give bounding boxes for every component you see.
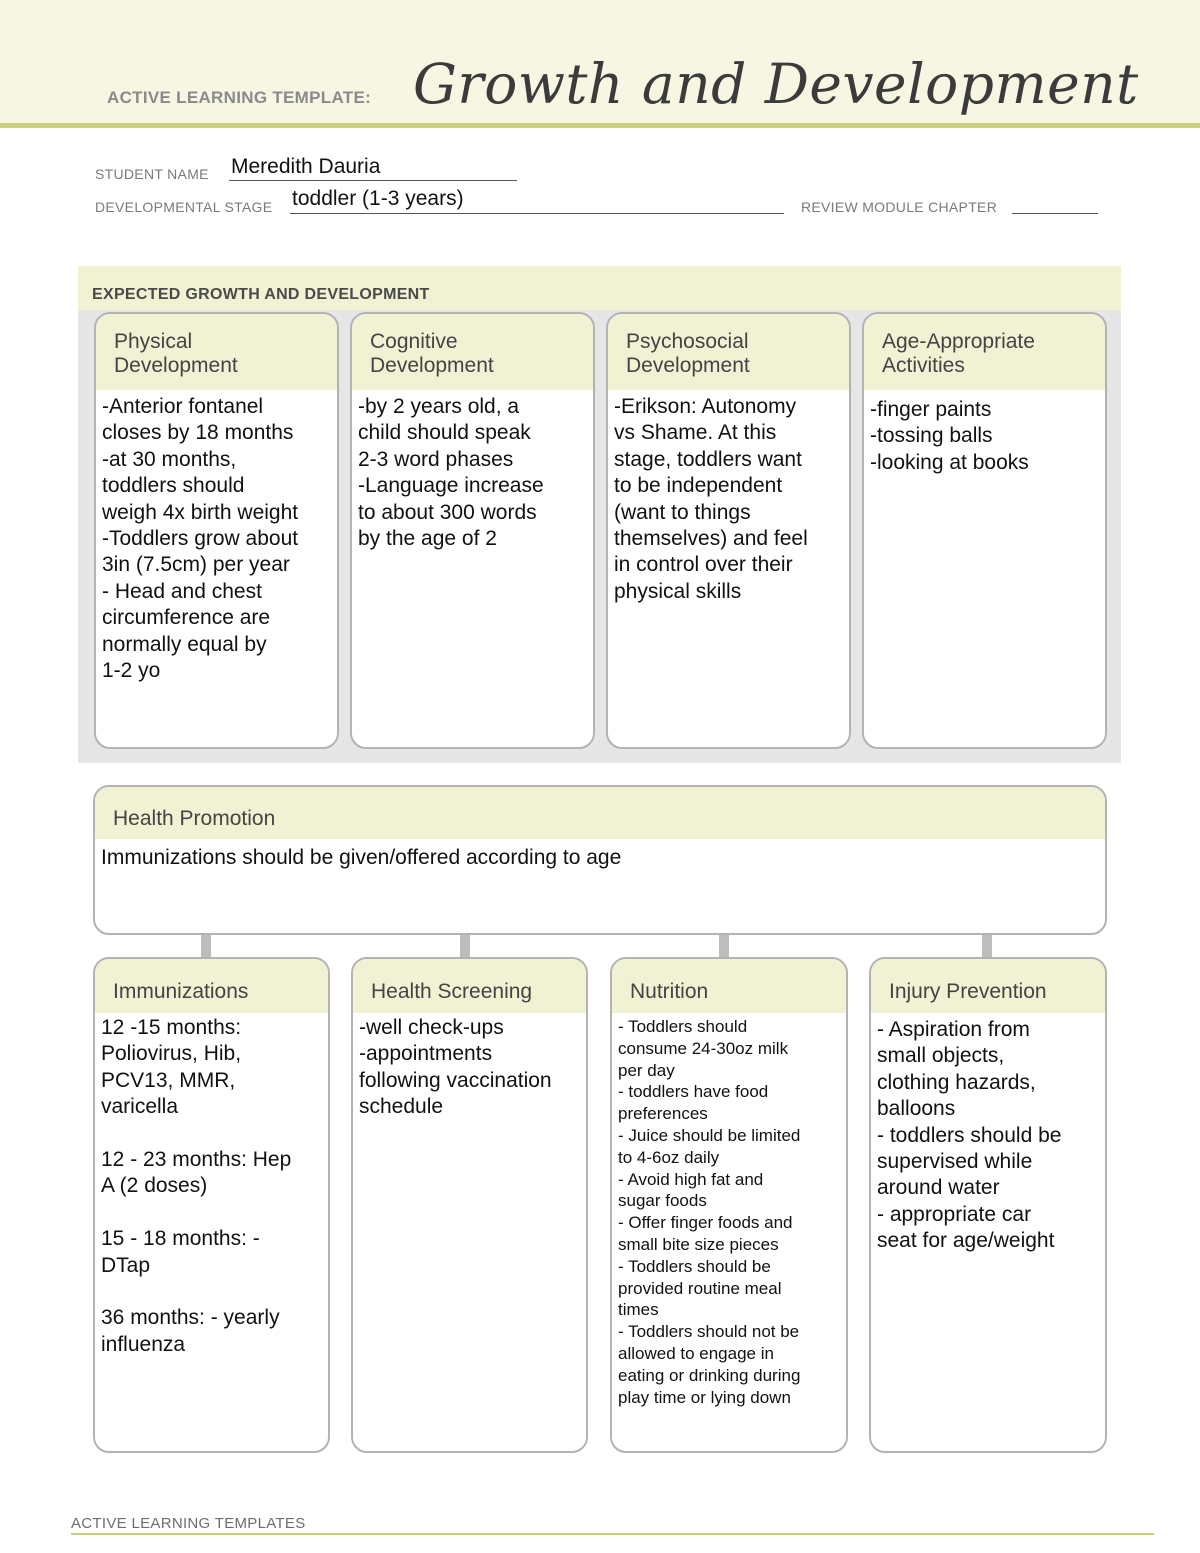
connector-injury — [982, 935, 992, 959]
health-screening-box — [351, 957, 588, 1453]
psychosocial-development-box — [606, 312, 851, 749]
review-module-field[interactable] — [1012, 213, 1098, 214]
immunizations-text[interactable]: 12 -15 months: Poliovirus, Hib, PCV13, MMR, varicella 12 - 23 months: Hep A (2 doses) 15 - 18 months: - DTap 36 months: - yearly influenza — [101, 1016, 292, 1356]
developmental-stage-line — [290, 213, 784, 214]
immunizations-box — [93, 957, 330, 1453]
health-screening-heading: Health Screening — [353, 959, 586, 1013]
connector-screening — [460, 935, 470, 959]
nutrition-heading: Nutrition — [612, 959, 846, 1013]
age-appropriate-activities-box — [862, 312, 1107, 749]
injury-prevention-box — [869, 957, 1107, 1453]
health-promotion-heading: Health Promotion — [95, 787, 1105, 839]
page-title: Growth and Development — [413, 52, 1139, 116]
nutrition-box — [610, 957, 848, 1453]
physical-development-box — [94, 312, 339, 749]
footer-divider — [71, 1533, 1154, 1535]
developmental-stage-label: DEVELOPMENTAL STAGE — [95, 199, 273, 215]
immunizations-heading: Immunizations — [95, 959, 328, 1013]
psychosocial-development-heading: Psychosocial Development — [608, 314, 849, 390]
footer-label: ACTIVE LEARNING TEMPLATES — [71, 1515, 306, 1532]
age-appropriate-activities-text[interactable]: -finger paints -tossing balls -looking at books — [870, 398, 1029, 474]
student-name-line — [229, 180, 517, 181]
cognitive-development-box — [350, 312, 595, 749]
physical-development-text[interactable]: -Anterior fontanel closes by 18 months -at 30 months, toddlers should weigh 4x birth weight -Toddlers grow about 3in (7.5cm) per year - Head and chest circumference are normally equal by 1-2 yo — [102, 395, 299, 683]
connector-nutrition — [719, 935, 729, 959]
template-label: ACTIVE LEARNING TEMPLATE: — [107, 88, 372, 107]
developmental-stage-field[interactable]: toddler (1-3 years) — [292, 187, 464, 210]
injury-prevention-heading: Injury Prevention — [871, 959, 1105, 1013]
age-appropriate-activities-heading: Age-Appropriate Activities — [864, 314, 1105, 390]
health-promotion-text[interactable]: Immunizations should be given/offered according to age — [101, 846, 622, 869]
health-screening-text[interactable]: -well check-ups -appointments following vaccination schedule — [359, 1016, 552, 1119]
health-promotion-box — [93, 785, 1107, 935]
injury-prevention-text[interactable]: - Aspiration from small objects, clothing hazards, balloons - toddlers should be supervised while around water - appropriate car seat for age/weight — [877, 1018, 1062, 1253]
student-name-label: STUDENT NAME — [95, 166, 209, 182]
physical-development-heading: Physical Development — [96, 314, 337, 390]
nutrition-text[interactable]: - Toddlers should consume 24-30oz milk per day - toddlers have food preferences - Juice should be limited to 4-6oz daily - Avoid high fat and sugar foods - Offer finger foods and small bite size pieces - Toddlers should be provided routine meal times - Toddlers should not be allowed to engage in eating or drinking during play time or lying down — [618, 1017, 801, 1407]
psychosocial-development-text[interactable]: -Erikson: Autonomy vs Shame. At this stage, toddlers want to be independent (want to things themselves) and feel in control over their physical skills — [614, 395, 808, 603]
student-name-field[interactable]: Meredith Dauria — [231, 155, 381, 178]
cognitive-development-text[interactable]: -by 2 years old, a child should speak 2-3 word phases -Language increase to about 300 words by the age of 2 — [358, 395, 544, 551]
review-module-label: REVIEW MODULE CHAPTER — [801, 199, 998, 215]
expected-growth-title: EXPECTED GROWTH AND DEVELOPMENT — [92, 286, 430, 303]
cognitive-development-heading: Cognitive Development — [352, 314, 593, 390]
header-divider — [0, 123, 1200, 128]
connector-immunizations — [201, 935, 211, 959]
